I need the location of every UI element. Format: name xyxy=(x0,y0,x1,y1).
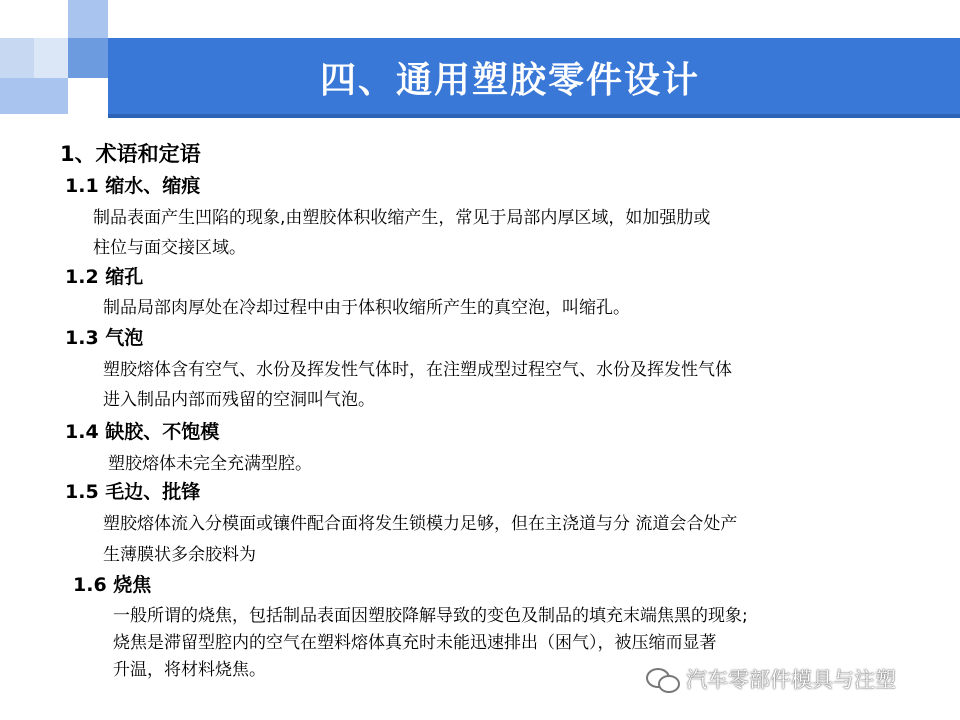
term-heading-void: 1.2 缩孔 xyxy=(65,266,144,288)
term-heading-flash: 1.5 毛边、批锋 xyxy=(65,481,201,503)
term-definition-line: 塑胶熔体未完全充满型腔。 xyxy=(108,454,312,474)
watermark-text: 汽车零部件模具与注塑 xyxy=(686,668,896,692)
term-definition-line: 塑胶熔体含有空气、水份及挥发性气体时，在注塑成型过程空气、水份及挥发性气体 xyxy=(103,360,732,380)
watermark xyxy=(646,664,896,694)
term-heading-shrinkage: 1.1 缩水、缩痕 xyxy=(65,175,201,197)
term-definition-line: 制品局部肉厚处在冷却过程中由于体积收缩所产生的真空泡，叫缩孔。 xyxy=(103,298,630,318)
section-heading: 1、术语和定语 xyxy=(60,142,201,166)
term-definition-line: 升温，将材料烧焦。 xyxy=(113,660,266,680)
corner-square xyxy=(68,38,108,78)
term-definition-line: 制品表面产生凹陷的现象,由塑胶体积收缩产生，常见于局部内厚区域，如加强肋或 xyxy=(93,208,711,228)
term-heading-short-shot: 1.4 缺胶、不饱模 xyxy=(65,421,220,443)
term-definition-line: 烧焦是滞留型腔内的空气在塑料熔体真充时未能迅速排出（困气），被压缩而显著 xyxy=(113,633,717,653)
corner-square xyxy=(0,78,68,114)
term-definition-line: 塑胶熔体流入分模面或镶件配合面将发生锁模力足够，但在主浇道与分 流道会合处产 xyxy=(103,514,738,534)
term-definition-line: 柱位与面交接区域。 xyxy=(93,238,246,258)
wechat-icon xyxy=(646,666,680,692)
term-heading-bubble: 1.3 气泡 xyxy=(65,327,144,349)
corner-square xyxy=(34,38,68,78)
term-definition-line: 一般所谓的烧焦，包括制品表面因塑胶降解导致的变色及制品的填充末端焦黑的现象; xyxy=(113,606,748,626)
corner-square xyxy=(68,0,108,38)
title-bar-shadow xyxy=(108,114,960,118)
term-heading-burn: 1.6 烧焦 xyxy=(73,574,152,596)
term-definition-line: 进入制品内部而残留的空洞叫气泡。 xyxy=(103,390,375,410)
term-definition-line: 生薄膜状多余胶料为 xyxy=(103,545,256,565)
page-title: 四、通用塑胶零件设计 xyxy=(320,60,701,101)
